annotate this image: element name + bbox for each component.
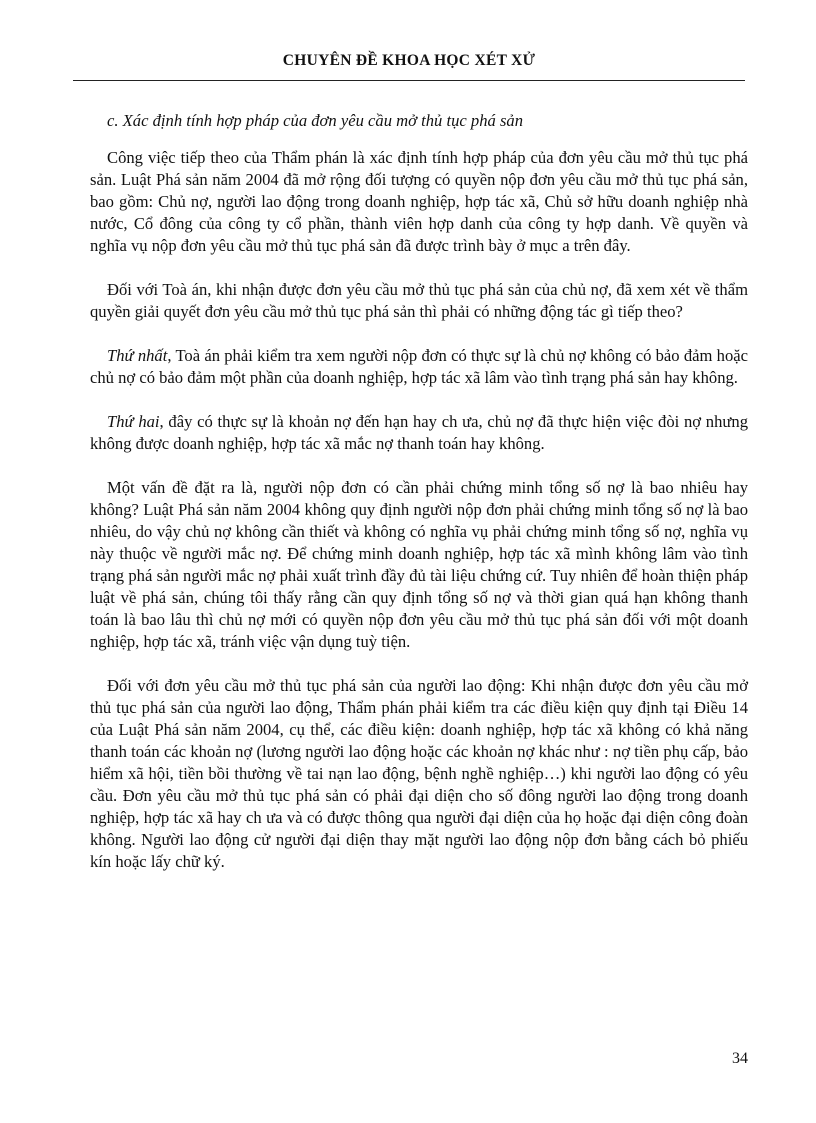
paragraph-text: Đối với Toà án, khi nhận được đơn yêu cầu mở thủ tục phá sản của chủ nợ, đã xem xét về thẩm quyền giải quyết đơn yêu cầu mở thủ tục phá sản thì phải có những động tác gì tiếp theo?: [90, 280, 748, 321]
page-number: 34: [732, 1050, 748, 1067]
paragraph-text: , đây có thực sự là khoản nợ đến hạn hay ch ưa, chủ nợ đã thực hiện việc đòi nợ nhưng không được doanh nghiệp, hợp tác xã mắc nợ thanh toán hay không.: [90, 412, 748, 453]
paragraph-3: [90, 345, 748, 389]
header-divider: [73, 80, 745, 81]
paragraph-text: Công việc tiếp theo của Thẩm phán là xác định tính hợp pháp của đơn yêu cầu mở thủ tục phá sản. Luật Phá sản năm 2004 đã mở rộng đối tượng có quyền nộp đơn yêu cầu mở thủ tục phá sản, bao gồm: Chủ nợ, người lao động trong doanh nghiệp, hợp tác xã, Chủ sở hữu doanh nghiệp nhà nước, Cổ đông của công ty cổ phần, thành viên hợp danh của công ty hợp danh. Về quyền và nghĩa vụ nộp đơn yêu cầu mở thủ tục phá sản đã được trình bày ở mục a trên đây.: [90, 148, 748, 255]
paragraph-text: , Toà án phải kiểm tra xem người nộp đơn có thực sự là chủ nợ không có bảo đảm hoặc chủ nợ có bảo đảm một phần của doanh nghiệp, hợp tác xã lâm vào tình trạng phá sản hay không.: [90, 346, 748, 387]
paragraph-lead: Thứ nhất: [107, 346, 168, 365]
section-heading: c. Xác định tính hợp pháp của đơn yêu cầu mở thủ tục phá sản: [107, 111, 523, 130]
paragraph-lead: Thứ hai: [107, 412, 160, 431]
paragraph-1: [90, 147, 748, 257]
paragraph-text: Một vấn đề đặt ra là, người nộp đơn có cần phải chứng minh tổng số nợ là bao nhiêu hay không? Luật Phá sản năm 2004 không quy định người nộp đơn phải chứng minh tổng số nợ là bao nhiêu, do vậy chủ nợ không cần thiết và không có nghĩa vụ phải chứng minh tổng số nợ, nghĩa vụ này thuộc về người mắc nợ. Để chứng minh doanh nghiệp, hợp tác xã mình không lâm vào tình trạng phá sản người mắc nợ phải xuất trình đầy đủ tài liệu chứng cứ. Tuy nhiên để hoàn thiện pháp luật về phá sản, chúng tôi thấy rằng cần quy định tổng số nợ và thời gian quá hạn không thanh toán là bao lâu thì chủ nợ mới có quyền nộp đơn yêu cầu mở thủ tục phá sản đối với một doanh nghiệp, hợp tác xã, tránh việc vận dụng tuỳ tiện.: [90, 478, 748, 651]
paragraph-2: [90, 279, 748, 323]
document-body: [90, 110, 748, 895]
document-header: CHUYÊN ĐỀ KHOA HỌC XÉT XỬ: [282, 52, 536, 69]
paragraph-4: [90, 411, 748, 455]
paragraph-5: [90, 477, 748, 653]
paragraph-text: Đối với đơn yêu cầu mở thủ tục phá sản của người lao động: Khi nhận được đơn yêu cầu mở thủ tục phá sản của người lao động, Thẩm phán phải kiểm tra các điều kiện quy định tại Điều 14 của Luật Phá sản năm 2004, cụ thể, các điều kiện: doanh nghiệp, hợp tác xã không có khả năng thanh toán các khoản nợ (lương người lao động hoặc các khoản nợ khác như : nợ tiền phụ cấp, bảo hiểm xã hội, tiền bồi thường về tai nạn lao động, bệnh nghề nghiệp…) khi người lao động có yêu cầu. Đơn yêu cầu mở thủ tục phá sản có phải đại diện cho số đông người lao động trong doanh nghiệp, hợp tác xã hay ch ưa và có được thông qua người đại diện của họ hoặc đại diện công đoàn không. Người lao động cử người đại diện thay mặt người lao động nộp đơn bằng cách bỏ phiếu kín hoặc lấy chữ ký.: [90, 676, 748, 871]
paragraph-6: [90, 675, 748, 873]
